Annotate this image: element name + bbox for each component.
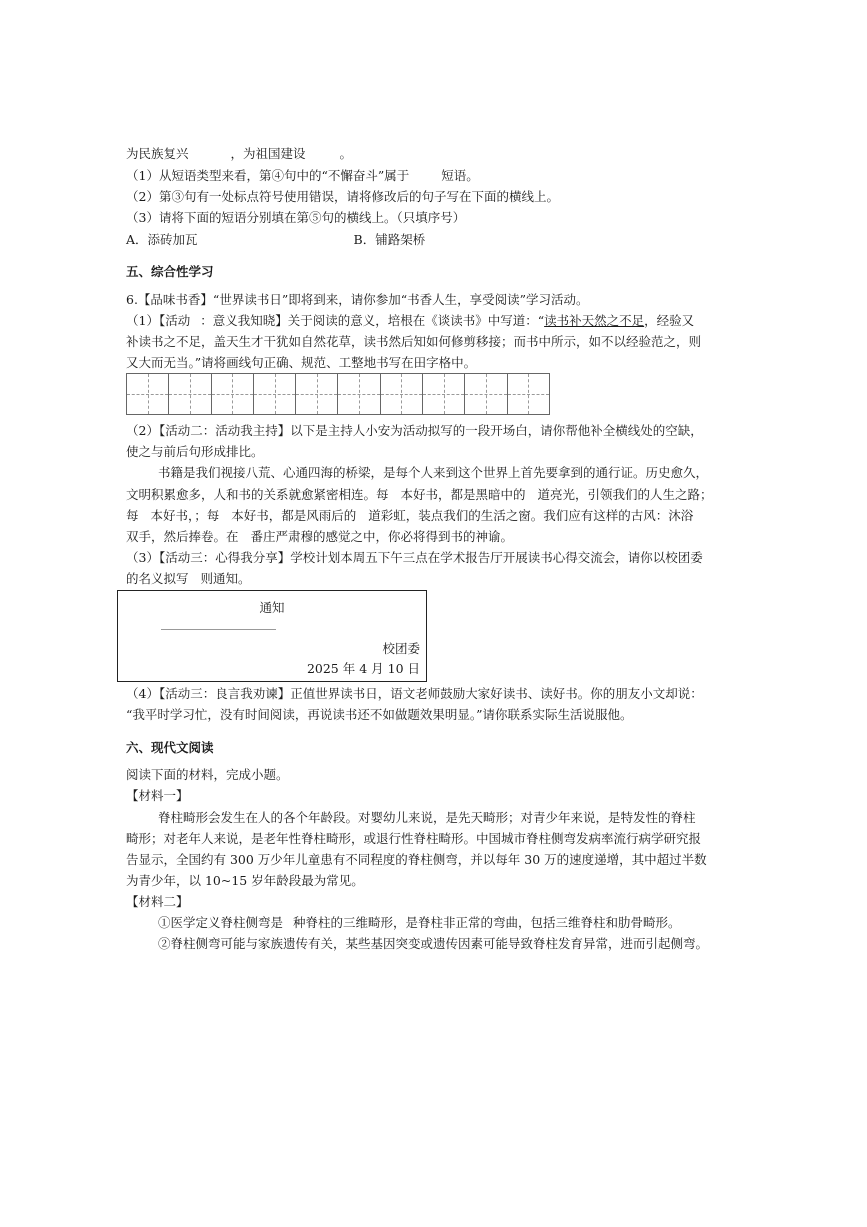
grid-cell[interactable] — [296, 374, 338, 414]
activity-4: （4）【活动三：良言我劝谏】正值世界读书日，语文老师鼓励大家好读书、读好书。你的朋友小文却说： — [126, 686, 703, 701]
material-1-line-4: 为青少年，以 10~15 岁年龄段最为常见。 — [126, 873, 364, 888]
grid-cell[interactable] — [465, 374, 507, 414]
material-1-line-1: 脊柱畸形会发生在人的各个年龄段。对婴幼儿来说，是先天畸形；对青少年来说，是特发性的脊柱 — [158, 810, 696, 825]
text: 道亮光，引领我们的人生之路； — [537, 487, 713, 502]
grid-cell[interactable] — [381, 374, 423, 414]
text: （1）【活动 — [126, 313, 191, 328]
text: 番庄严肃穆的感觉之中，你必将得到书的神谕。 — [250, 529, 514, 544]
grid-cell[interactable] — [127, 374, 169, 414]
text: 种脊柱的三维畸形，是脊柱非正常的弯曲，包括三维脊柱和肋骨畸形。 — [293, 915, 681, 930]
material-1-line-3: 告显示，全国约有 300 万少年儿童患有不同程度的脊柱侧弯，并以每年 30 万的速度递增，其中超过半数 — [126, 852, 707, 867]
speech-line-4 — [126, 529, 513, 545]
material-2-line-1 — [158, 915, 681, 931]
reading-intro: 阅读下面的材料，完成小题。 — [126, 767, 289, 782]
grid-cell[interactable] — [338, 374, 380, 414]
material-2-label: 【材料二】 — [126, 894, 189, 909]
material-2-line-2: ②脊柱侧弯可能与家族遗传有关，某些基因突变或遗传因素可能导致脊柱发育异常，进而引起侧弯。 — [158, 936, 709, 951]
question-6: 6.【品味书香】“世界读书日”即将到来，请你参加“书香人生，享受阅读”学习活动。 — [126, 292, 589, 307]
line-revival — [126, 146, 352, 162]
question-3: （3）请将下面的短语分别填在第⑤句的横线上。（只填序号） — [126, 210, 466, 225]
activity-4-line-2: “我平时学习忙，没有时间阅读，再说读书还不如做题效果明显。”请你联系实际生活说服他。 — [126, 707, 633, 722]
activity-1-line-3: 又大而无当。”请将画线句正确、规范、工整地书写在田字格中。 — [126, 355, 477, 370]
text: 每 — [126, 508, 139, 523]
activity-2: （2）【活动二：活动我主持】以下是主持人小安为活动拟写的一段开场白，请你帮他补全横线处的空缺， — [126, 423, 703, 438]
grid-cell[interactable] — [254, 374, 296, 414]
grid-cell[interactable] — [423, 374, 465, 414]
section-6-heading: 六、现代文阅读 — [126, 740, 214, 755]
text: 短语。 — [441, 168, 479, 183]
activity-3: （3）【活动三：心得我分享】学校计划本周五下午三点在学术报告厅开展读书心得交流会，请你以校团委 — [126, 550, 703, 565]
question-1 — [126, 168, 479, 184]
text: 本好书，都是黑暗中的 — [400, 487, 526, 502]
text: ，为祖国建设 — [230, 146, 306, 161]
text: 道彩虹，装点我们的生活之窗。我们应有这样的古风：沐浴 — [368, 508, 694, 523]
text: ①医学定义脊柱侧弯是 — [158, 915, 284, 930]
section-5-heading: 五、综合性学习 — [126, 264, 214, 279]
text: 本好书，；每 — [150, 508, 220, 523]
grid-cell[interactable] — [212, 374, 254, 414]
option-b: B．铺路架桥 — [353, 232, 426, 247]
text: ，经验又 — [644, 313, 695, 328]
activity-1 — [126, 313, 694, 329]
activity-1-line-2: 补读书之不足，盖天生才干犹如自然花草，读书然后知如何修剪移接；而书中所示，如不以经验范之，则 — [126, 334, 702, 349]
notice-signature: 校团委 — [382, 641, 420, 656]
text: 文明积累愈多，人和书的关系就愈紧密相连。每 — [126, 487, 389, 502]
tianzige-grid[interactable] — [126, 373, 550, 415]
speech-line-1: 书籍是我们视接八荒、心通四海的桥梁，是每个人来到这个世界上首先要拿到的通行证。历史愈久， — [158, 465, 709, 480]
notice-box[interactable] — [117, 590, 427, 682]
text: 的名义拟写 — [126, 571, 189, 586]
text: 本好书，都是风雨后的 — [231, 508, 357, 523]
material-1-label: 【材料一】 — [126, 788, 189, 803]
material-1-line-2: 畸形；对老年人来说，是老年性脊柱畸形，或退行性脊柱畸形。中国城市脊柱侧弯发病率流行病学研究报 — [126, 831, 702, 846]
notice-answer-line[interactable] — [161, 629, 276, 630]
text: ：意义我知晓】关于阅读的意义，培根在《谈读书》中写道：“ — [200, 313, 545, 328]
grid-cell[interactable] — [169, 374, 211, 414]
notice-title: 通知 — [259, 600, 285, 615]
notice-date: 2025 年 4 月 10 日 — [306, 661, 420, 676]
text: 为民族复兴 — [126, 146, 189, 161]
options — [126, 232, 425, 248]
text: （1）从短语类型来看，第④句中的“不懈奋斗”属于 — [126, 168, 410, 183]
activity-3-line-2 — [126, 571, 251, 587]
grid-cell[interactable] — [508, 374, 549, 414]
text: 双手，然后捧卷。在 — [126, 529, 239, 544]
option-a: A．添砖加瓦 — [126, 232, 198, 247]
text: 。 — [339, 146, 353, 161]
question-2: （2）第③句有一处标点符号使用错误，请将修改后的句子写在下面的横线上。 — [126, 189, 559, 204]
text: 则通知。 — [200, 571, 251, 586]
speech-line-3 — [126, 508, 693, 524]
underlined-quote: 读书补天然之不足 — [544, 313, 645, 328]
activity-2-line-2: 使之与前后句形成排比。 — [126, 444, 264, 459]
speech-line-2 — [126, 487, 713, 503]
